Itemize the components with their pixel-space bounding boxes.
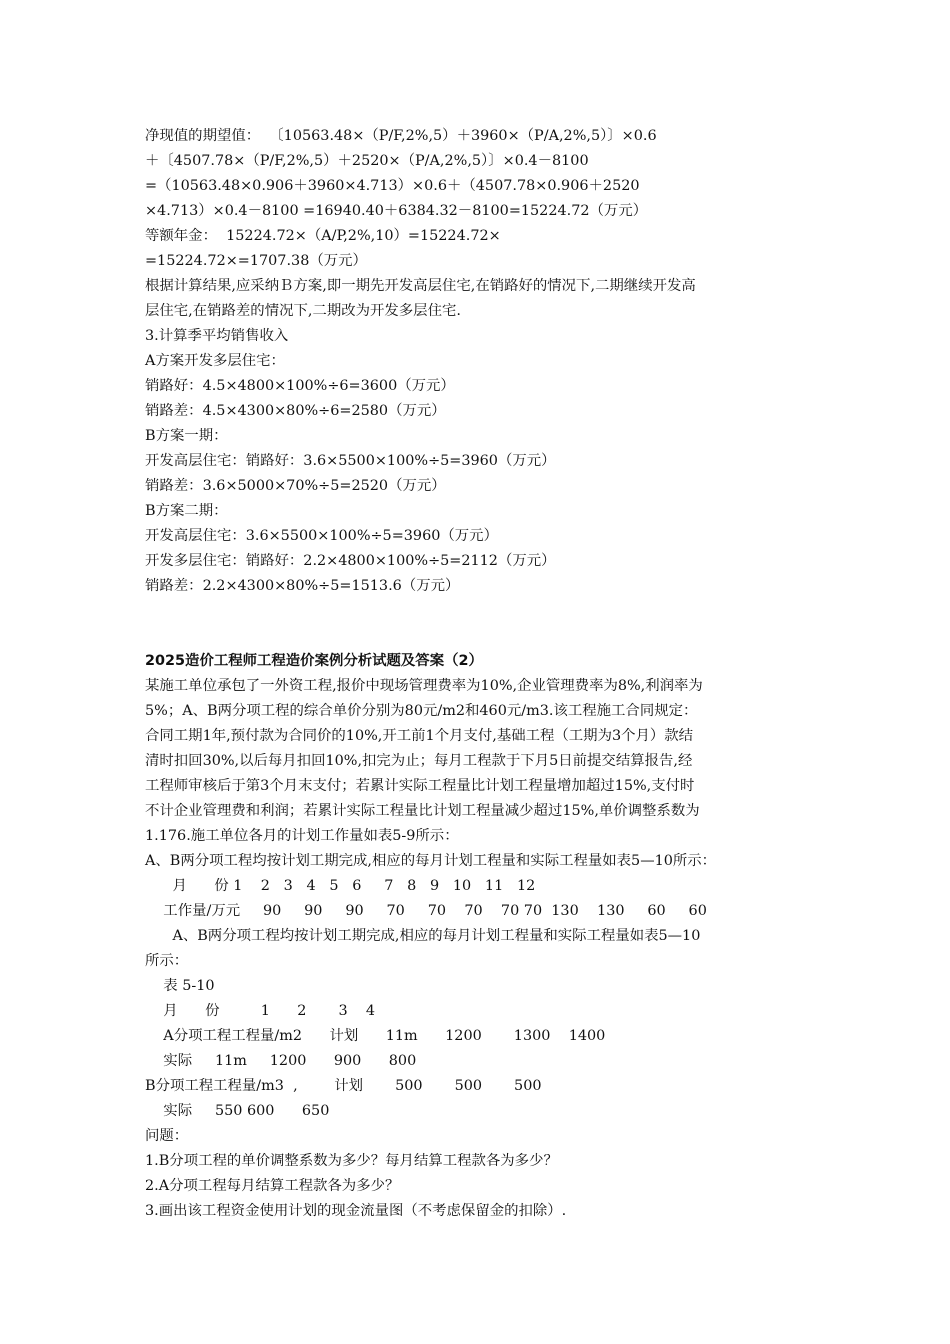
calc-line: ＋〔4507.78×（P/F,2%,5）＋2520×（P/A,2%,5）〕×0.4－8100 — [145, 153, 589, 169]
question-item: 3.画出该工程资金使用计划的现金流量图（不考虑保留金的扣除）. — [145, 1203, 567, 1219]
questions-label: 问题： — [145, 1128, 189, 1144]
subheading-line: 3.计算季平均销售收入 — [145, 328, 289, 344]
table-row-a-actual: 实际 11m 1200 900 800 — [145, 1053, 417, 1069]
paragraph-line: 不计企业管理费和利润；若累计实际工程量比计划工程量减少超过15%,单价调整系数为 — [145, 803, 700, 819]
paragraph-line: 层住宅,在销路差的情况下,二期改为开发多层住宅. — [145, 303, 461, 319]
table-row-workload: 工作量/万元 90 90 90 70 70 70 70 70 130 130 60 60 — [145, 903, 707, 919]
calc-line: =（10563.48×0.906＋3960×4.713）×0.6＋（4507.78×0.906＋2520 — [145, 178, 640, 194]
calc-line: =15224.72×=1707.38（万元） — [145, 253, 367, 269]
table-row-b-actual: 实际 550 600 650 — [145, 1103, 330, 1119]
paragraph-line: A、B两分项工程均按计划工期完成,相应的每月计划工程量和实际工程量如表5—10所示： — [145, 853, 717, 869]
table-row-b-plan: B分项工程工程量/m3 , 计划 500 500 500 — [145, 1078, 542, 1094]
text-line: 开发高层住宅：销路好：3.6×5500×100%÷5=3960（万元） — [145, 453, 556, 469]
text-line: B方案二期： — [145, 503, 228, 519]
text-line: 销路好：4.5×4800×100%÷6=3600（万元） — [145, 378, 455, 394]
table-row-months: 月 份 1 2 3 4 5 6 7 8 9 10 11 12 — [145, 878, 536, 894]
question-item: 1.B分项工程的单价调整系数为多少？每月结算工程款各为多少？ — [145, 1153, 558, 1169]
question-item: 2.A分项工程每月结算工程款各为多少？ — [145, 1178, 400, 1194]
paragraph-line: 1.176.施工单位各月的计划工作量如表5-9所示： — [145, 828, 459, 844]
text-line: 销路差：3.6×5000×70%÷5=2520（万元） — [145, 478, 446, 494]
calc-line: 等额年金： 15224.72×（A/P,2%,10）=15224.72× — [145, 228, 501, 244]
paragraph-line: 所示： — [145, 953, 189, 969]
text-line: 销路差：4.5×4300×80%÷6=2580（万元） — [145, 403, 446, 419]
paragraph-line: 某施工单位承包了一外资工程,报价中现场管理费率为10%,企业管理费率为8%,利润率为 — [145, 678, 703, 694]
text-line: 开发高层住宅：3.6×5500×100%÷5=3960（万元） — [145, 528, 498, 544]
paragraph-line: 根据计算结果,应采纳Ｂ方案,即一期先开发高层住宅,在销路好的情况下,二期继续开发高 — [145, 278, 696, 294]
paragraph-line: 清时扣回30%,以后每月扣回10%,扣完为止；每月工程款于下月5日前提交结算报告,经 — [145, 753, 693, 769]
calc-line: 净现值的期望值： 〔10563.48×（P/F,2%,5）＋3960×（P/A,2%,5）〕×0.6 — [145, 128, 657, 144]
table-caption: 表 5-10 — [145, 978, 215, 994]
paragraph-line: 5%；A、B两分项工程的综合单价分别为80元/m2和460元/m3.该工程施工合同规定： — [145, 703, 698, 719]
text-line: A方案开发多层住宅： — [145, 353, 285, 369]
text-line: B方案一期： — [145, 428, 228, 444]
paragraph-line: 合同工期1年,预付款为合同价的10%,开工前1个月支付,基础工程（工期为3个月）款结 — [145, 728, 694, 744]
text-line: 开发多层住宅：销路好：2.2×4800×100%÷5=2112（万元） — [145, 553, 556, 569]
paragraph-line: A、B两分项工程均按计划工期完成,相应的每月计划工程量和实际工程量如表5—10 — [145, 928, 701, 944]
table-row-header: 月 份 1 2 3 4 — [145, 1003, 376, 1019]
paragraph-line: 工程师审核后于第3个月末支付；若累计实际工程量比计划工程量增加超过15%,支付时 — [145, 778, 695, 794]
text-line: 销路差：2.2×4300×80%÷5=1513.6（万元） — [145, 578, 460, 594]
section-heading: 2025造价工程师工程造价案例分析试题及答案（2） — [145, 653, 483, 669]
table-row-a-plan: A分项工程工程量/m2 计划 11m 1200 1300 1400 — [145, 1028, 606, 1044]
calc-line: ×4.713）×0.4－8100 =16940.40＋6384.32－8100=15224.72（万元） — [145, 203, 648, 219]
